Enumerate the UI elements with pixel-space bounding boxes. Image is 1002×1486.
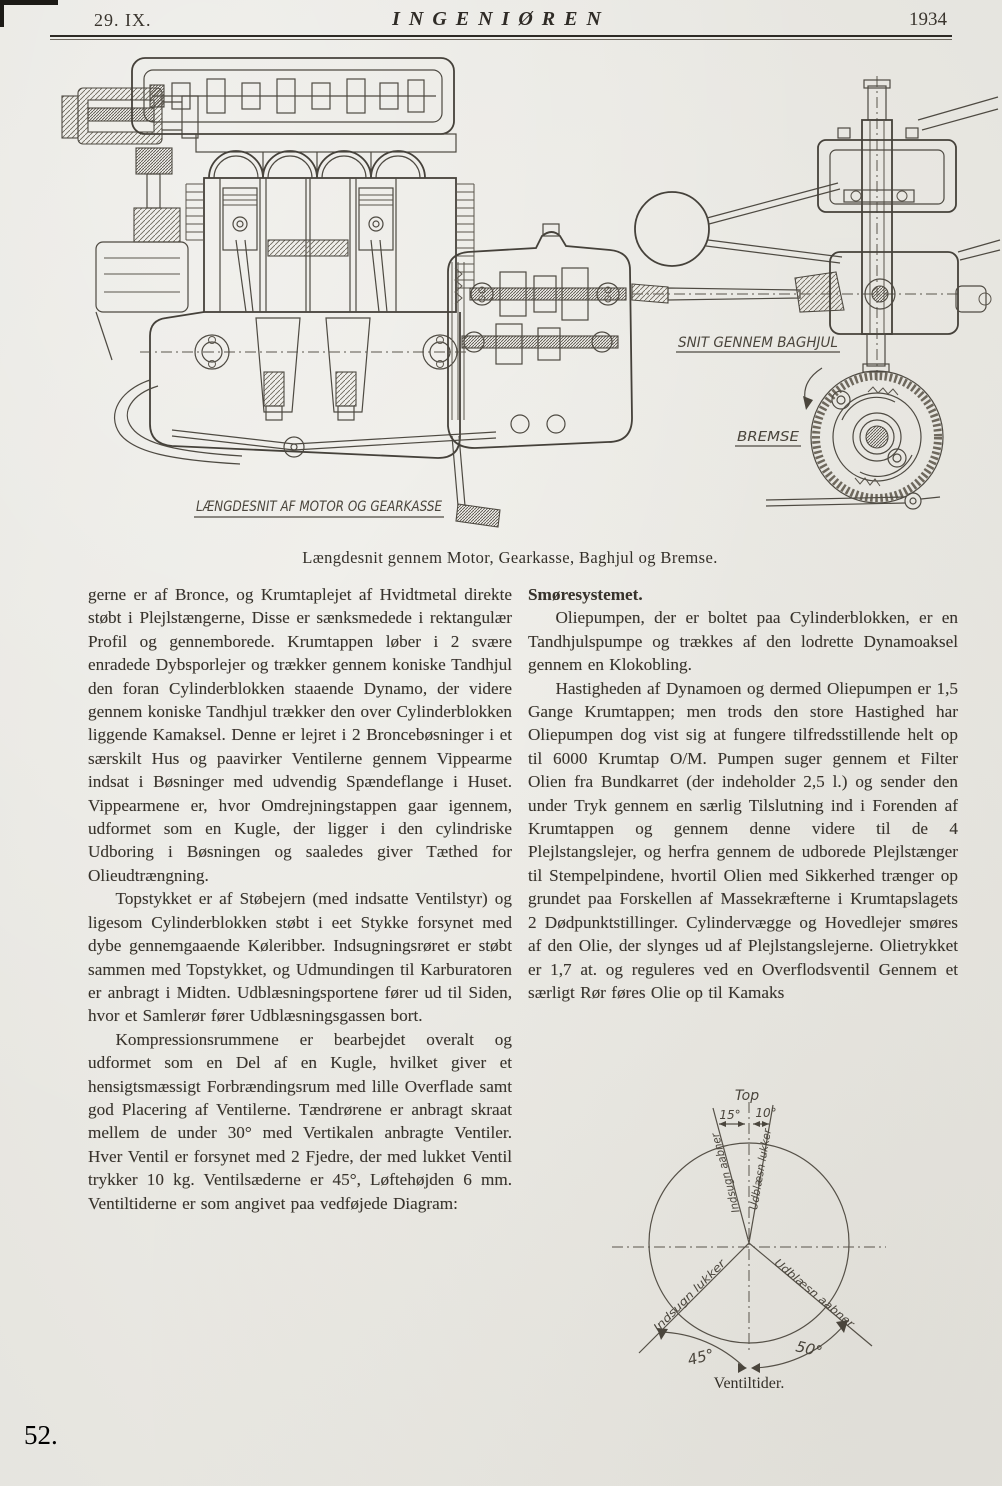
crankcase — [115, 312, 470, 464]
paragraph: Topstykket er af Støbejern (med indsatte Ventilstyr) og ligesom Cylinderblokken støbt i eet Stykke forsynet med dybe gennemgaaende Køleribber. Indsugningsrøret er støbt sammen med Topstykket, og Udmundingen til Karburatoren er anbragt i Midten. Udblæsningsportene fører ud til Siden, hvor et Samlerør fører Udblæsningsgassen bort. — [88, 889, 512, 1026]
label-intake-closes: Indsugn lukker — [650, 1267, 718, 1335]
cylinder-block — [186, 178, 474, 312]
dynamo-section — [62, 88, 198, 360]
paragraph: gerne er af Bronce, og Krumtaplejet af Hvidtmetal direkte støbt i Plejlstængerne, Disse er sænksmedede i rektangulær Profil og gennemborede. Krumtappen løber i 2 svære enradede Dybsporlejer og trækker gennem koniske Tandhjul den foran Cylinderblokken staaende Dynamo, der videre gennem koniske Tandhjul trækker den over Cylinderblokken liggende Kamaksel. Denne er lejret i 2 Broncebøsninger i et særskilt Hus og paavirker Ventilerne gennem Vippearme indsat i Bøsninger med udvendig Spændeflange i Huset. Vippearmene er, hvor Omdrejningstappen gaar igennem, udformet som en Kugle, der ligger i den cylindriske Udboring i Bøsningen og saaledes giver Tæthed for Olieudtrængning. — [88, 585, 512, 885]
paragraph: Hastigheden af Dynamoen og dermed Oliepumpen er 1,5 Gange Krumtappen; men trods den store Hastighed har Oliepumpen dog vist sig at fungere tilfredsstillende helt op til 6000 Krumtap O/M. Pumpen suger gennem et Filter Olien fra Bundkarret (der indeholder 2,5 l.) og sender den under Tryk gennem en særlig Tilslutning ind i Forenden af Krumtappen og gennem denne videre til de 4 Plejlstangslejer, og herfra gennem de udborede Plejlstænger til Stempelpindene, hvortil Olien med Sikkerhed trænger op grundet paa Forskellen af Massekræfterne i Krumtapslagets 2 Dødpunktstillinger. Cylindervægge og Hovedlejer smøres af den Olie, der slynges ud af Plejlstangslejerne. Olietrykket er 1,7 at. og reguleres ved en Overflodsventil Gennem et særligt Rør føres Olie op til Kamaks — [528, 678, 958, 1002]
paragraph: Kompressionsrummene er bearbejdet overalt og udformet som en Del af en Kugle, hvilket giver et hensigtsmæssigt Forbrændingsrum med lille Overflade samt god Placering af Ventilerne. Tændrørene er anbragt skraat mellem de under 30° med Vertikalen anbragte Ventiler. Hver Ventil er forsynet med 2 Fjedre, der med lukket Ventil trykker 10 kg. Ventilsæderne er 45°, Løftehøjden 6 mm. Ventiltiderne er som angivet paa vedføjede Diagram: — [88, 1029, 512, 1213]
label-exhaust-closes: Udblæsn lukker — [747, 1123, 775, 1211]
label-exhaust-opens: Udblæsn aabner — [771, 1256, 850, 1325]
cylinder-head — [196, 134, 456, 178]
label-bremse: BREMSE — [737, 430, 800, 445]
engine-figure — [0, 0, 1002, 575]
angle-15: 15° — [719, 1108, 741, 1122]
figure-caption: Længdesnit gennem Motor, Gearkasse, Baghjul og Bremse. — [302, 548, 718, 567]
issue-date: 29. IX. — [94, 10, 152, 30]
piston-1 — [223, 188, 257, 312]
drive-shaft — [632, 272, 960, 312]
camshaft-housing — [132, 58, 454, 134]
section-heading: Smøresystemet. — [528, 585, 643, 604]
rear-hub — [818, 76, 1000, 384]
issue-year: 1934 — [909, 9, 947, 30]
paragraph: Oliepumpen, der er boltet paa Cylinderblokken, er en Tandhjulspumpe og trækkes af den lodrette Dynamoaksel gennem en Klokobling. — [528, 608, 958, 675]
angle-45: 45° — [685, 1345, 716, 1370]
left-column — [88, 583, 512, 1215]
angle-50: 50° — [794, 1337, 825, 1361]
journal-title: INGENIØREN — [392, 8, 610, 30]
cooling-fins-right — [456, 184, 474, 288]
diagram-caption: Ventiltider. — [713, 1375, 785, 1392]
label-intake-opens: Indsugn aabner — [707, 1127, 743, 1215]
piston-4 — [359, 188, 393, 312]
right-column — [528, 583, 958, 1004]
label-snit-gennem-baghjul: SNIT GENNEM BAGHJUL — [678, 335, 838, 351]
gearbox — [448, 224, 632, 448]
top-label: Top — [734, 1088, 760, 1104]
cooling-fins-left — [186, 184, 204, 240]
page-number: 52. — [24, 1420, 58, 1450]
label-laengdesnit: LÆNGDESNIT AF MOTOR OG GEARKASSE — [196, 499, 443, 515]
angle-10: 10° — [755, 1106, 777, 1120]
valve-timing-diagram — [580, 1085, 920, 1385]
gear-lever-ball — [635, 183, 842, 266]
